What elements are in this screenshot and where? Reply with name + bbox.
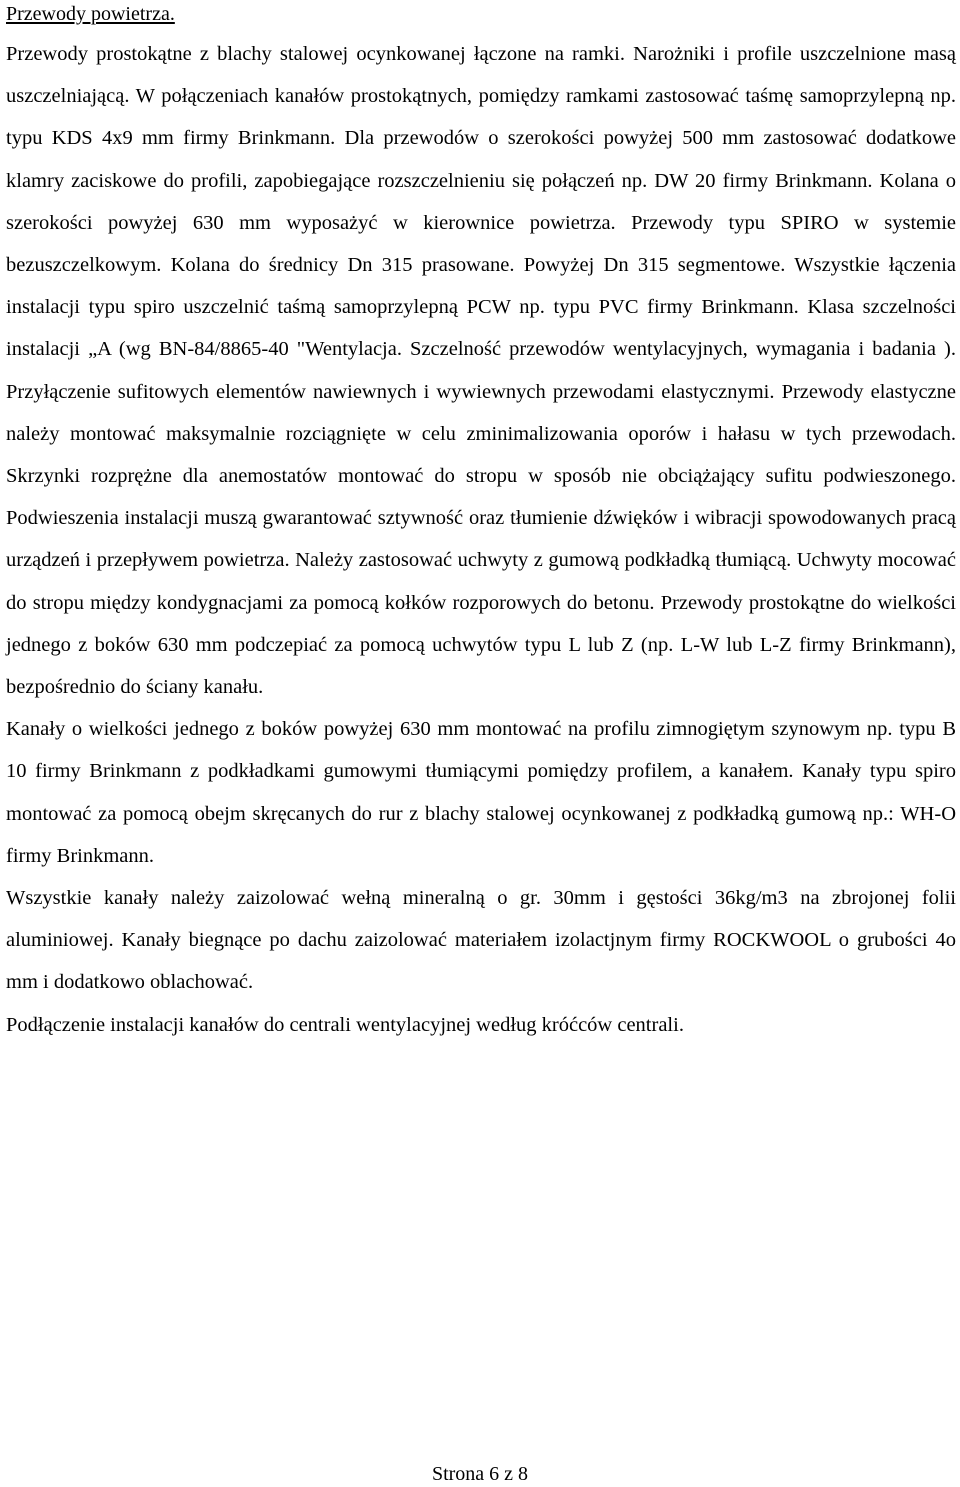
- paragraph-connection: Podłączenie instalacji kanałów do centrali wentylacyjnej według króćców centrali.: [6, 1013, 684, 1036]
- document-page: [6, 0, 956, 1046]
- paragraph-insulation: Wszystkie kanały należy zaizolować wełną mineralną o gr. 30mm i gęstości 36kg/m3 na zbrojonej folii aluminiowej. Kanały biegnące po dachu zaizolować materiałem izolactjnym firmy ROCKWOOL o grubości 4o mm i dodatkowo oblachować.: [6, 887, 956, 994]
- paragraph-ducts-construction: Przewody prostokątne z blachy stalowej ocynkowanej łączone na ramki. Narożniki i profile uszczelnione masą uszczelniającą. W połączeniach kanałów prostokątnych, pomiędzy ramkami zastosować taśmę samoprzylepną np. typu KDS 4x9 mm firmy Brinkmann. Dla przewodów o szerokości powyżej 500 mm zastosować dodatkowe klamry zaciskowe do profili, zapobiegające rozszczelnieniu się połączeń np. DW 20 firmy Brinkmann. Kolana o szerokości powyżej 630 mm wyposażyć w kierownice powietrza. Przewody typu SPIRO w systemie bezuszczelkowym. Kolana do średnicy Dn 315 prasowane. Powyżej Dn 315 segmentowe. Wszystkie łączenia instalacji typu spiro uszczelnić taśmą samoprzylepną PCW np. typu PVC firmy Brinkmann. Klasa szczelności instalacji „A (wg BN-84/8865-40 "Wentylacja. Szczelność przewodów wentylacyjnych, wymagania i badania ). Przyłączenie sufitowych elementów nawiewnych i wywiewnych przewodami elastycznymi. Przewody elastyczne należy montować maksymalnie rozciągnięte w celu zminimalizowania oporów i hałasu w tych przewodach. Skrzynki rozprężne dla anemostatów montować do stropu w sposób nie obciążający sufitu podwieszonego. Podwieszenia instalacji muszą gwarantować sztywność oraz tłumienie dźwięków i wibracji spowodowanych pracą urządzeń i przepływem powietrza. Należy zastosować uchwyty z gumową podkładką tłumiącą. Uchwyty mocować do stropu między kondygnacjami za pomocą kołków rozporowych do betonu. Przewody prostokątne do wielkości jednego z boków 630 mm podczepiać za pomocą uchwytów typu L lub Z (np. L-W lub L-Z firmy Brinkmann), bezpośrednio do ściany kanału.: [6, 43, 956, 699]
- paragraph-duct-mounting: Kanały o wielkości jednego z boków powyżej 630 mm montować na profilu zimnogiętym szynowym np. typu B 10 firmy Brinkmann z podkładkami gumowymi tłumiącymi pomiędzy profilem, a kanałem. Kanały typu spiro montować za pomocą obejm skręcanych do rur z blachy stalowej ocynkowanej z podkładką gumową np.: WH-O firmy Brinkmann.: [6, 718, 956, 867]
- page-number-footer: Strona 6 z 8: [431, 1463, 529, 1485]
- section-heading: Przewody powietrza.: [6, 3, 175, 25]
